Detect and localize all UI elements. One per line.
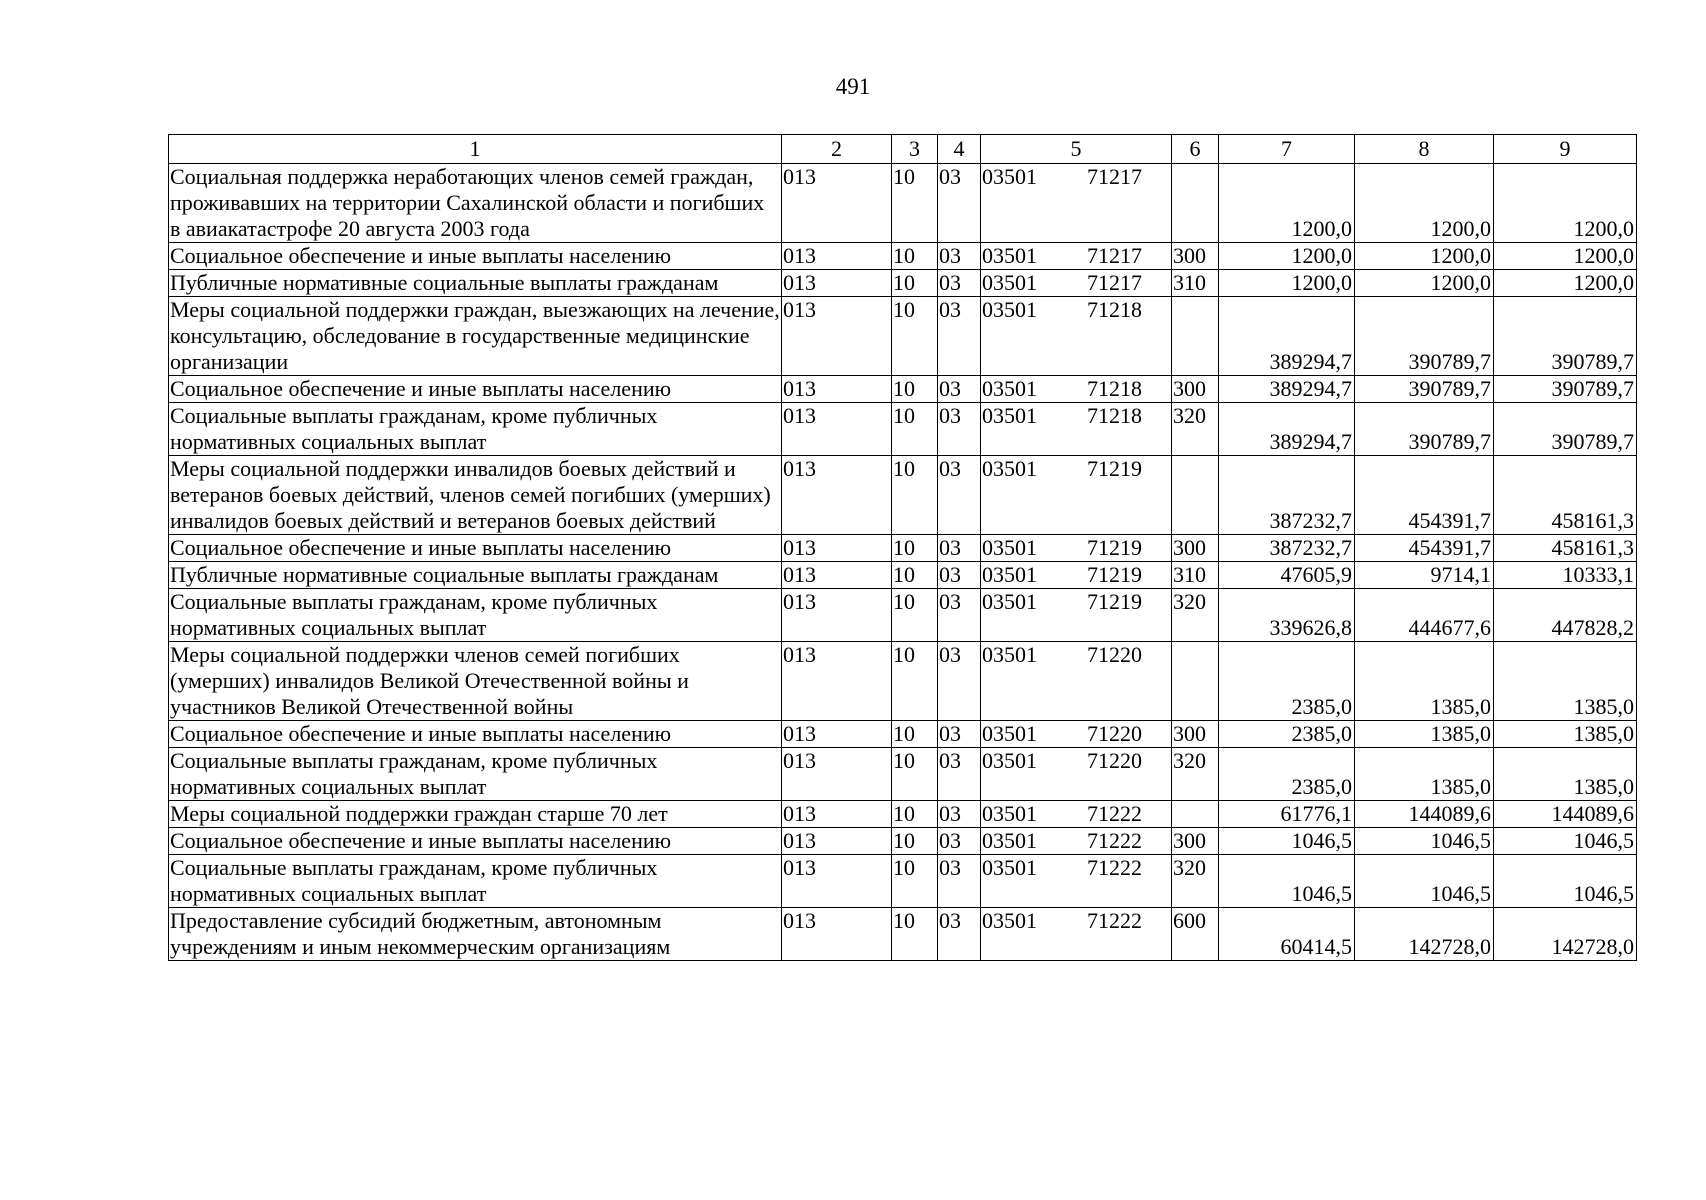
section-code-cell: 10	[892, 297, 938, 376]
subsection-code-cell: 03	[938, 243, 981, 270]
amount-year1-cell: 61776,1	[1219, 801, 1355, 828]
target-article-code	[982, 376, 1170, 402]
amount-year1-cell: 47605,9	[1219, 562, 1355, 589]
table-row	[169, 589, 1637, 642]
amount-year3-cell: 10333,1	[1494, 562, 1637, 589]
amount-year1-cell: 387232,7	[1219, 456, 1355, 535]
row-name-cell: Социальные выплаты гражданам, кроме публичных нормативных социальных выплат	[169, 855, 782, 908]
ministry-code-cell: 013	[782, 270, 892, 297]
amount-year2-cell: 390789,7	[1355, 403, 1494, 456]
amount-year1-cell: 60414,5	[1219, 908, 1355, 961]
ministry-code-cell: 013	[782, 642, 892, 721]
row-name-cell: Социальные выплаты гражданам, кроме публичных нормативных социальных выплат	[169, 589, 782, 642]
target-article-direction: 71218	[1087, 403, 1142, 428]
ministry-code-cell: 013	[782, 721, 892, 748]
column-header: 5	[981, 135, 1172, 164]
amount-year2-cell: 390789,7	[1355, 376, 1494, 403]
target-article-code	[982, 721, 1170, 747]
target-article-direction: 71222	[1087, 855, 1142, 880]
table-row	[169, 164, 1637, 243]
ministry-code-cell: 013	[782, 589, 892, 642]
amount-year2-cell: 1385,0	[1355, 642, 1494, 721]
target-article-program: 03501	[982, 855, 1037, 880]
target-article-program: 03501	[982, 642, 1037, 667]
target-article-cell	[981, 456, 1172, 535]
target-article-cell	[981, 642, 1172, 721]
row-name-cell: Меры социальной поддержки инвалидов боевых действий и ветеранов боевых действий, членов семей погибших (умерших) инвалидов боевых действий и ветеранов боевых действий	[169, 456, 782, 535]
amount-year1-cell: 389294,7	[1219, 297, 1355, 376]
amount-year3-cell: 1200,0	[1494, 270, 1637, 297]
table-row	[169, 535, 1637, 562]
amount-year2-cell: 9714,1	[1355, 562, 1494, 589]
target-article-direction: 71217	[1087, 270, 1142, 295]
table-row	[169, 642, 1637, 721]
subsection-code-cell: 03	[938, 748, 981, 801]
amount-year3-cell: 142728,0	[1494, 908, 1637, 961]
amount-year1-cell: 1046,5	[1219, 828, 1355, 855]
subsection-code-cell: 03	[938, 721, 981, 748]
amount-year2-cell: 1046,5	[1355, 828, 1494, 855]
target-article-code	[982, 801, 1170, 827]
amount-year1-cell: 1046,5	[1219, 855, 1355, 908]
target-article-cell	[981, 376, 1172, 403]
ministry-code-cell: 013	[782, 908, 892, 961]
section-code-cell: 10	[892, 721, 938, 748]
expense-type-cell: 300	[1172, 721, 1219, 748]
amount-year3-cell: 1200,0	[1494, 243, 1637, 270]
target-article-program: 03501	[982, 721, 1037, 746]
column-header: 1	[169, 135, 782, 164]
target-article-direction: 71218	[1087, 376, 1142, 401]
amount-year3-cell: 458161,3	[1494, 535, 1637, 562]
target-article-cell	[981, 908, 1172, 961]
target-article-program: 03501	[982, 164, 1037, 189]
ministry-code-cell: 013	[782, 828, 892, 855]
budget-table	[168, 134, 1637, 961]
section-code-cell: 10	[892, 748, 938, 801]
target-article-program: 03501	[982, 270, 1037, 295]
target-article-code	[982, 164, 1170, 190]
section-code-cell: 10	[892, 562, 938, 589]
target-article-code	[982, 828, 1170, 854]
ministry-code-cell: 013	[782, 243, 892, 270]
amount-year2-cell: 1385,0	[1355, 748, 1494, 801]
row-name-cell: Социальное обеспечение и иные выплаты населению	[169, 721, 782, 748]
table-row	[169, 403, 1637, 456]
expense-type-cell: 300	[1172, 535, 1219, 562]
amount-year3-cell: 390789,7	[1494, 297, 1637, 376]
table-row	[169, 748, 1637, 801]
expense-type-cell: 300	[1172, 243, 1219, 270]
target-article-direction: 71222	[1087, 828, 1142, 853]
section-code-cell: 10	[892, 456, 938, 535]
ministry-code-cell: 013	[782, 748, 892, 801]
target-article-direction: 71219	[1087, 562, 1142, 587]
target-article-program: 03501	[982, 243, 1037, 268]
target-article-cell	[981, 535, 1172, 562]
subsection-code-cell: 03	[938, 535, 981, 562]
row-name-cell: Социальные выплаты гражданам, кроме публичных нормативных социальных выплат	[169, 748, 782, 801]
amount-year1-cell: 389294,7	[1219, 403, 1355, 456]
target-article-program: 03501	[982, 456, 1037, 481]
target-article-code	[982, 270, 1170, 296]
column-header: 9	[1494, 135, 1637, 164]
target-article-code	[982, 562, 1170, 588]
amount-year3-cell: 390789,7	[1494, 376, 1637, 403]
column-header: 2	[782, 135, 892, 164]
expense-type-cell	[1172, 456, 1219, 535]
table-row	[169, 908, 1637, 961]
amount-year2-cell: 1200,0	[1355, 164, 1494, 243]
amount-year3-cell: 458161,3	[1494, 456, 1637, 535]
column-header: 3	[892, 135, 938, 164]
amount-year3-cell: 1385,0	[1494, 721, 1637, 748]
target-article-cell	[981, 855, 1172, 908]
target-article-direction: 71222	[1087, 801, 1142, 826]
ministry-code-cell: 013	[782, 562, 892, 589]
target-article-direction: 71217	[1087, 243, 1142, 268]
section-code-cell: 10	[892, 243, 938, 270]
subsection-code-cell: 03	[938, 908, 981, 961]
table-row	[169, 270, 1637, 297]
amount-year2-cell: 144089,6	[1355, 801, 1494, 828]
ministry-code-cell: 013	[782, 164, 892, 243]
row-name-cell: Социальная поддержка неработающих членов семей граждан, проживавших на территории Сахалинской области и погибших в авиакатастрофе 20 августа 2003 года	[169, 164, 782, 243]
amount-year2-cell: 444677,6	[1355, 589, 1494, 642]
row-name-cell: Меры социальной поддержки граждан старше 70 лет	[169, 801, 782, 828]
target-article-program: 03501	[982, 376, 1037, 401]
subsection-code-cell: 03	[938, 589, 981, 642]
row-name-cell: Публичные нормативные социальные выплаты гражданам	[169, 562, 782, 589]
section-code-cell: 10	[892, 855, 938, 908]
expense-type-cell: 300	[1172, 376, 1219, 403]
target-article-cell	[981, 243, 1172, 270]
table-row	[169, 855, 1637, 908]
amount-year2-cell: 1200,0	[1355, 270, 1494, 297]
column-header: 7	[1219, 135, 1355, 164]
amount-year2-cell: 454391,7	[1355, 535, 1494, 562]
amount-year3-cell: 1385,0	[1494, 642, 1637, 721]
section-code-cell: 10	[892, 828, 938, 855]
expense-type-cell: 320	[1172, 589, 1219, 642]
target-article-direction: 71219	[1087, 456, 1142, 481]
target-article-cell	[981, 828, 1172, 855]
target-article-cell	[981, 589, 1172, 642]
target-article-code	[982, 535, 1170, 561]
expense-type-cell: 320	[1172, 855, 1219, 908]
target-article-code	[982, 642, 1170, 668]
ministry-code-cell: 013	[782, 535, 892, 562]
amount-year1-cell: 339626,8	[1219, 589, 1355, 642]
section-code-cell: 10	[892, 376, 938, 403]
amount-year2-cell: 1046,5	[1355, 855, 1494, 908]
target-article-cell	[981, 801, 1172, 828]
section-code-cell: 10	[892, 535, 938, 562]
subsection-code-cell: 03	[938, 376, 981, 403]
target-article-direction: 71219	[1087, 535, 1142, 560]
amount-year2-cell: 1200,0	[1355, 243, 1494, 270]
target-article-code	[982, 748, 1170, 774]
expense-type-cell	[1172, 642, 1219, 721]
subsection-code-cell: 03	[938, 855, 981, 908]
target-article-program: 03501	[982, 562, 1037, 587]
ministry-code-cell: 013	[782, 855, 892, 908]
table-row	[169, 828, 1637, 855]
amount-year1-cell: 1200,0	[1219, 270, 1355, 297]
amount-year1-cell: 387232,7	[1219, 535, 1355, 562]
target-article-program: 03501	[982, 535, 1037, 560]
ministry-code-cell: 013	[782, 456, 892, 535]
target-article-cell	[981, 297, 1172, 376]
row-name-cell: Публичные нормативные социальные выплаты гражданам	[169, 270, 782, 297]
row-name-cell: Социальное обеспечение и иные выплаты населению	[169, 243, 782, 270]
target-article-program: 03501	[982, 801, 1037, 826]
amount-year2-cell: 142728,0	[1355, 908, 1494, 961]
target-article-cell	[981, 562, 1172, 589]
target-article-direction: 71220	[1087, 721, 1142, 746]
target-article-direction: 71222	[1087, 908, 1142, 933]
expense-type-cell: 320	[1172, 748, 1219, 801]
target-article-code	[982, 243, 1170, 269]
section-code-cell: 10	[892, 908, 938, 961]
target-article-cell	[981, 721, 1172, 748]
row-name-cell: Социальное обеспечение и иные выплаты населению	[169, 535, 782, 562]
column-header: 4	[938, 135, 981, 164]
section-code-cell: 10	[892, 589, 938, 642]
row-name-cell: Социальное обеспечение и иные выплаты населению	[169, 828, 782, 855]
target-article-code	[982, 908, 1170, 934]
table-row	[169, 801, 1637, 828]
target-article-cell	[981, 270, 1172, 297]
target-article-cell	[981, 748, 1172, 801]
row-name-cell: Предоставление субсидий бюджетным, автономным учреждениям и иным некоммерческим организациям	[169, 908, 782, 961]
target-article-direction: 71218	[1087, 297, 1142, 322]
amount-year3-cell: 1046,5	[1494, 855, 1637, 908]
subsection-code-cell: 03	[938, 270, 981, 297]
expense-type-cell: 310	[1172, 270, 1219, 297]
table-row	[169, 562, 1637, 589]
table-row	[169, 721, 1637, 748]
section-code-cell: 10	[892, 270, 938, 297]
target-article-direction: 71217	[1087, 164, 1142, 189]
header-row	[169, 135, 1637, 164]
subsection-code-cell: 03	[938, 642, 981, 721]
target-article-program: 03501	[982, 748, 1037, 773]
target-article-direction: 71220	[1087, 642, 1142, 667]
subsection-code-cell: 03	[938, 562, 981, 589]
expense-type-cell: 320	[1172, 403, 1219, 456]
target-article-program: 03501	[982, 828, 1037, 853]
row-name-cell: Меры социальной поддержки членов семей погибших (умерших) инвалидов Великой Отечественной войны и участников Великой Отечественной войны	[169, 642, 782, 721]
row-name-cell: Социальные выплаты гражданам, кроме публичных нормативных социальных выплат	[169, 403, 782, 456]
target-article-program: 03501	[982, 589, 1037, 614]
amount-year2-cell: 1385,0	[1355, 721, 1494, 748]
expense-type-cell	[1172, 164, 1219, 243]
page-number: 491	[835, 74, 871, 99]
subsection-code-cell: 03	[938, 297, 981, 376]
target-article-code	[982, 456, 1170, 482]
amount-year3-cell: 390789,7	[1494, 403, 1637, 456]
expense-type-cell: 300	[1172, 828, 1219, 855]
amount-year3-cell: 144089,6	[1494, 801, 1637, 828]
target-article-cell	[981, 164, 1172, 243]
target-article-direction: 71219	[1087, 589, 1142, 614]
subsection-code-cell: 03	[938, 828, 981, 855]
table-row	[169, 456, 1637, 535]
table-row	[169, 376, 1637, 403]
subsection-code-cell: 03	[938, 403, 981, 456]
ministry-code-cell: 013	[782, 297, 892, 376]
target-article-program: 03501	[982, 297, 1037, 322]
amount-year2-cell: 390789,7	[1355, 297, 1494, 376]
amount-year3-cell: 1385,0	[1494, 748, 1637, 801]
target-article-code	[982, 297, 1170, 323]
target-article-code	[982, 589, 1170, 615]
section-code-cell: 10	[892, 403, 938, 456]
expense-type-cell	[1172, 801, 1219, 828]
amount-year3-cell: 447828,2	[1494, 589, 1637, 642]
row-name-cell: Меры социальной поддержки граждан, выезжающих на лечение, консультацию, обследование в государственные медицинские организации	[170, 297, 780, 374]
amount-year1-cell: 2385,0	[1219, 748, 1355, 801]
target-article-direction: 71220	[1087, 748, 1142, 773]
section-code-cell: 10	[892, 801, 938, 828]
target-article-cell	[981, 403, 1172, 456]
amount-year3-cell: 1046,5	[1494, 828, 1637, 855]
table-row	[169, 243, 1637, 270]
ministry-code-cell: 013	[782, 801, 892, 828]
target-article-code	[982, 403, 1170, 429]
ministry-code-cell: 013	[782, 376, 892, 403]
amount-year1-cell: 1200,0	[1219, 164, 1355, 243]
section-code-cell: 10	[892, 164, 938, 243]
amount-year1-cell: 2385,0	[1219, 721, 1355, 748]
amount-year3-cell: 1200,0	[1494, 164, 1637, 243]
section-code-cell: 10	[892, 642, 938, 721]
ministry-code-cell: 013	[782, 403, 892, 456]
row-name-cell: Социальное обеспечение и иные выплаты населению	[169, 376, 782, 403]
subsection-code-cell: 03	[938, 456, 981, 535]
amount-year1-cell: 389294,7	[1219, 376, 1355, 403]
amount-year1-cell: 2385,0	[1219, 642, 1355, 721]
subsection-code-cell: 03	[938, 801, 981, 828]
amount-year1-cell: 1200,0	[1219, 243, 1355, 270]
column-header: 8	[1355, 135, 1494, 164]
expense-type-cell: 600	[1172, 908, 1219, 961]
subsection-code-cell: 03	[938, 164, 981, 243]
table-body	[169, 164, 1637, 961]
column-header: 6	[1172, 135, 1219, 164]
target-article-program: 03501	[982, 908, 1037, 933]
table-row	[169, 297, 1637, 376]
target-article-code	[982, 855, 1170, 881]
expense-type-cell	[1172, 297, 1219, 376]
expense-type-cell: 310	[1172, 562, 1219, 589]
amount-year2-cell: 454391,7	[1355, 456, 1494, 535]
target-article-program: 03501	[982, 403, 1037, 428]
